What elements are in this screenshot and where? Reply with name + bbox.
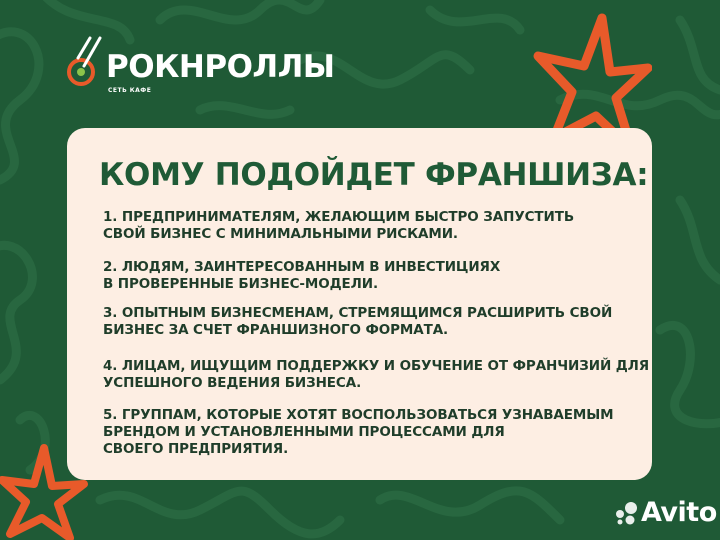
list-item-line: 3. ОПЫТНЫМ БИЗНЕСМЕНАМ, СТРЕМЯЩИМСЯ РАСШИРИТЬ СВОЙ: [103, 305, 613, 321]
list-item-line: БРЕНДОМ И УСТАНОВЛЕННЫМИ ПРОЦЕССАМИ ДЛЯ: [103, 424, 505, 440]
list-item-line: СВОЙ БИЗНЕС С МИНИМАЛЬНЫМИ РИСКАМИ.: [103, 226, 458, 242]
list-item: [103, 358, 649, 392]
brand-tagline: СЕТЬ КАФЕ: [108, 87, 152, 94]
list-item: [103, 407, 613, 458]
list-item: [103, 259, 500, 293]
list-item-line: В ПРОВЕРЕННЫЕ БИЗНЕС-МОДЕЛИ.: [103, 276, 378, 292]
list-item-line: СВОЕГО ПРЕДПРИЯТИЯ.: [103, 441, 289, 457]
list-item-line: 2. ЛЮДЯМ, ЗАИНТЕРЕСОВАННЫМ В ИНВЕСТИЦИЯХ: [103, 259, 501, 275]
avito-dots-icon: [614, 500, 640, 526]
list-item-line: 1. ПРЕДПРИНИМАТЕЛЯМ, ЖЕЛАЮЩИМ БЫСТРО ЗАПУСТИТЬ: [103, 209, 575, 225]
card-title: КОМУ ПОДОЙДЕТ ФРАНШИЗА:: [99, 157, 649, 193]
list-item-line: УСПЕШНОГО ВЕДЕНИЯ БИЗНЕСА.: [103, 375, 362, 391]
list-item: [103, 209, 574, 243]
brand-name: РОКНРОЛЛЫ: [106, 49, 335, 85]
list-item-line: 4. ЛИЦАМ, ИЩУЩИМ ПОДДЕРЖКУ И ОБУЧЕНИЕ ОТ ФРАНЧИЗИЙ ДЛЯ: [103, 358, 650, 374]
avito-watermark: Avito: [641, 497, 717, 528]
guitar-roll-icon: [64, 36, 108, 88]
list-item: [103, 305, 612, 339]
list-item-line: 5. ГРУППАМ, КОТОРЫЕ ХОТЯТ ВОСПОЛЬЗОВАТЬСЯ УЗНАВАЕМЫМ: [103, 407, 614, 423]
list-item-line: БИЗНЕС ЗА СЧЕТ ФРАНШИЗНОГО ФОРМАТА.: [103, 322, 449, 338]
